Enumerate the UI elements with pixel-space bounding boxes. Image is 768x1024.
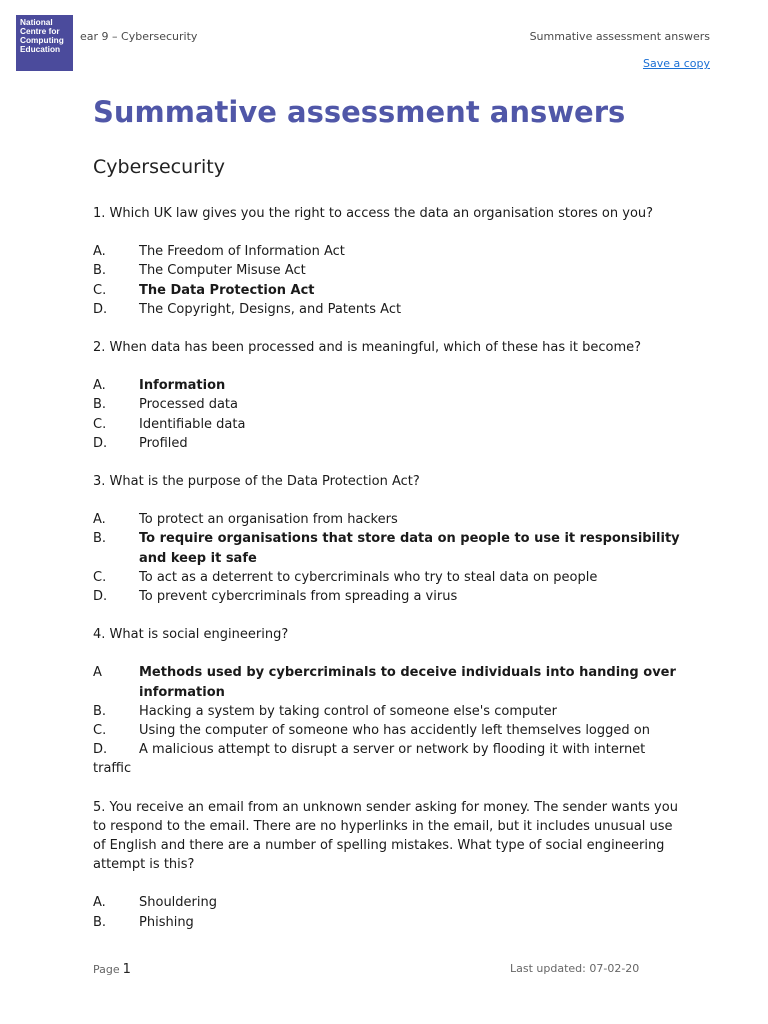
logo-line: Education xyxy=(20,44,61,54)
page-subtitle: Cybersecurity xyxy=(93,156,225,178)
option xyxy=(93,261,683,280)
correct-option xyxy=(93,281,683,300)
option-list xyxy=(93,510,683,606)
option-letter: B. xyxy=(93,263,107,279)
option-text: Profiled xyxy=(139,435,188,451)
option xyxy=(93,510,683,529)
option-text: Hacking a system by taking control of someone else's computer xyxy=(139,703,557,719)
option xyxy=(93,740,683,778)
option xyxy=(93,893,683,912)
correct-option xyxy=(93,529,683,567)
option-text: Methods used by cybercriminals to deceive individuals into handing over information xyxy=(139,665,676,700)
option-list xyxy=(93,242,683,319)
option-letter: C. xyxy=(93,569,107,585)
option-text: To act as a deterrent to cybercriminals who try to steal data on people xyxy=(139,569,598,585)
option-letter: B. xyxy=(93,531,107,547)
option xyxy=(93,300,683,319)
last-updated-label: Last updated: 07-02-20 xyxy=(510,962,640,975)
header-course-label: ear 9 – Cybersecurity xyxy=(80,30,198,43)
option-letter: D. xyxy=(93,435,108,451)
option-letter: B. xyxy=(93,703,107,719)
ncce-logo xyxy=(16,15,73,71)
logo-line: Centre for xyxy=(20,26,60,36)
page-footer-number xyxy=(93,962,131,977)
option-letter: A. xyxy=(93,244,106,260)
logo-line: National xyxy=(20,17,53,27)
save-a-copy-link[interactable]: Save a copy xyxy=(642,57,710,70)
option xyxy=(93,587,683,606)
option xyxy=(93,415,683,434)
option-letter: D. xyxy=(93,589,108,605)
option-letter: A. xyxy=(93,378,106,394)
question-text: 2. When data has been processed and is meaningful, which of these has it become? xyxy=(93,340,642,356)
correct-option xyxy=(93,663,683,701)
option-text: Shouldering xyxy=(139,895,217,911)
header-document-label: Summative assessment answers xyxy=(529,30,710,43)
option xyxy=(93,721,683,740)
option xyxy=(93,702,683,721)
option-text: Using the computer of someone who has accidently left themselves logged on xyxy=(139,723,650,739)
question-list xyxy=(93,204,683,951)
option-text: Information xyxy=(139,378,226,394)
option-letter: B. xyxy=(93,914,107,930)
option-text: The Computer Misuse Act xyxy=(139,263,306,279)
question-text: 3. What is the purpose of the Data Protection Act? xyxy=(93,474,420,490)
option-letter: A. xyxy=(93,895,106,911)
correct-option xyxy=(93,376,683,395)
option-list xyxy=(93,893,683,931)
option-list xyxy=(93,663,683,778)
option xyxy=(93,395,683,414)
option-text: To require organisations that store data on people to use it responsibility and keep it safe xyxy=(139,531,680,566)
question-text: 5. You receive an email from an unknown sender asking for money. The sender wants you to respond to the email. There are no hyperlinks in the email, but it includes unusual use of English and there are a number of spelling mistakes. What type of social engineering attempt is this? xyxy=(93,799,678,873)
option xyxy=(93,242,683,261)
option-letter: D. xyxy=(93,301,108,317)
option-text: Processed data xyxy=(139,397,238,413)
option-letter: C. xyxy=(93,723,107,739)
option-text: To protect an organisation from hackers xyxy=(139,512,398,528)
page-title: Summative assessment answers xyxy=(93,95,626,129)
option-list xyxy=(93,376,683,453)
question-text: 1. Which UK law gives you the right to access the data an organisation stores on you? xyxy=(93,206,654,221)
option-text: The Data Protection Act xyxy=(139,282,315,298)
option-text: Identifiable data xyxy=(139,416,246,432)
page-label: Page xyxy=(93,963,120,976)
option-letter: C. xyxy=(93,416,107,432)
option-letter: D. xyxy=(93,742,108,758)
option-letter: A xyxy=(93,665,102,681)
option-letter: A. xyxy=(93,512,106,528)
option-letter: C. xyxy=(93,282,107,298)
page-number: 1 xyxy=(122,962,131,977)
option-text: The Freedom of Information Act xyxy=(139,244,345,260)
logo-line: Computing xyxy=(20,35,64,45)
option-text: The Copyright, Designs, and Patents Act xyxy=(139,301,402,317)
option-letter: B. xyxy=(93,397,107,413)
option xyxy=(93,913,683,932)
option-text: A malicious attempt to disrupt a server or network by flooding it with internet traffic xyxy=(93,742,646,777)
option-text: To prevent cybercriminals from spreading a virus xyxy=(139,589,458,605)
option xyxy=(93,434,683,453)
option-text: Phishing xyxy=(139,914,194,930)
option xyxy=(93,568,683,587)
question-text: 4. What is social engineering? xyxy=(93,627,289,643)
